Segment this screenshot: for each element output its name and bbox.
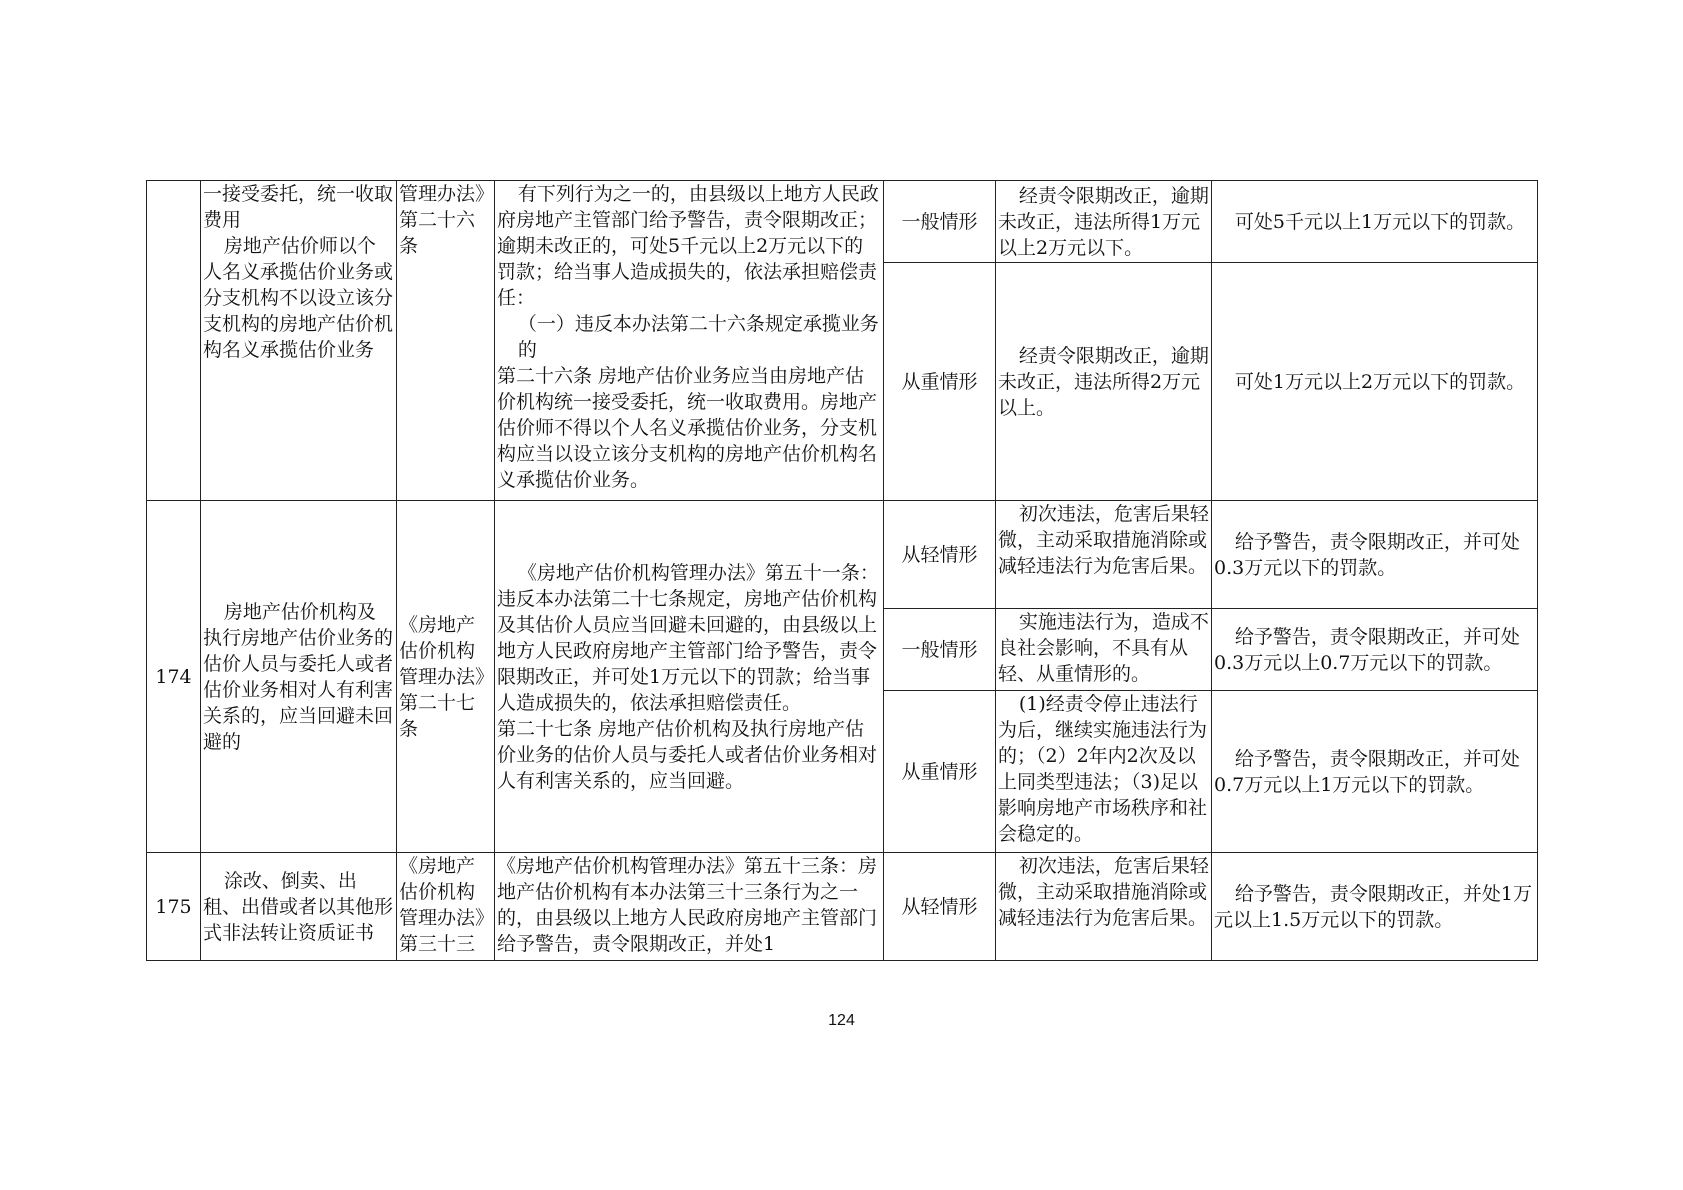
- penalty-table: [146, 180, 1538, 961]
- circumstance-label: 从重情形: [884, 263, 996, 501]
- circumstance-condition: (1)经责令停止违法行为后，继续实施违法行为的；（2）2年内2次及以上同类型违法；（3)足以影响房地产市场秩序和社会稳定的。: [996, 691, 1212, 853]
- table-row: [147, 853, 1538, 961]
- penalty-standard: 给予警告，责令限期改正，并处1万元以上1.5万元以下的罚款。: [1212, 853, 1538, 961]
- provision-line: 《房地产估价机构管理办法》第五十三条：房地产估价机构有本办法第三十三条行为之一的，由县级以上地方人民政府房地产主管部门给予警告，责令限期改正，并处1: [497, 855, 878, 955]
- circumstance-label: 一般情形: [884, 181, 996, 263]
- provision-line: （一）违反本办法第二十六条规定承揽业务的: [517, 313, 879, 361]
- circumstance-label: 从轻情形: [884, 501, 996, 609]
- penalty-standard: 可处1万元以上2万元以下的罚款。: [1212, 263, 1538, 501]
- page-number: 124: [828, 1012, 855, 1029]
- circumstance-condition: 经责令限期改正，逾期未改正，违法所得1万元以上2万元以下。: [996, 181, 1212, 263]
- provision-cell: [495, 853, 884, 961]
- violation-item-cell: [201, 181, 397, 501]
- circumstance-condition: 经责令限期改正，逾期未改正，违法所得2万元以上。: [996, 263, 1212, 501]
- circumstance-condition: 实施违法行为，造成不良社会影响，不具有从轻、从重情形的。: [996, 609, 1212, 691]
- circumstance-condition: 初次违法，危害后果轻微，主动采取措施消除或减轻违法行为危害后果。: [996, 501, 1212, 609]
- provision-line: 第二十七条 房地产估价机构及执行房地产估价业务的估价人员与委托人或者估价业务相对人有利害关系的，应当回避。: [497, 717, 878, 792]
- table-row: [147, 501, 1538, 609]
- row-number: [147, 181, 201, 501]
- violation-item: 涂改、倒卖、出租、出借或者以其他形式非法转让资质证书: [201, 853, 397, 961]
- legal-basis: 《房地产估价机构管理办法》第二十七条: [397, 501, 495, 853]
- circumstance-condition: 初次违法，危害后果轻微，主动采取措施消除或减轻违法行为危害后果。: [996, 853, 1212, 961]
- row-number: 174: [147, 501, 201, 853]
- provision-line: 第二十六条 房地产估价业务应当由房地产估价机构统一接受委托，统一收取费用。房地产估价师不得以个人名义承揽估价业务，分支机构应当以设立该分支机构的房地产估价机构名义承揽估价业务。: [497, 365, 878, 491]
- provision-cell: [495, 501, 884, 853]
- row-number: 175: [147, 853, 201, 961]
- circumstance-label: 从轻情形: [884, 853, 996, 961]
- provision-cell: [495, 181, 884, 501]
- provision-line: 《房地产估价机构管理办法》第五十一条：违反本办法第二十七条规定，房地产估价机构及其估价人员应当回避未回避的，由县级以上地方人民政府房地产主管部门给予警告，责令限期改正，并可处1万元以下的罚款；给当事人造成损失的，依法承担赔偿责任。: [497, 561, 879, 714]
- circumstance-label: 一般情形: [884, 609, 996, 691]
- circumstance-label: 从重情形: [884, 691, 996, 853]
- penalty-standard: 给予警告，责令限期改正，并可处0.3万元以下的罚款。: [1212, 501, 1538, 609]
- penalty-standard: 可处5千元以上1万元以下的罚款。: [1212, 181, 1538, 263]
- table-row: [147, 181, 1538, 263]
- legal-basis: 管理办法》第二十六条: [397, 181, 495, 501]
- violation-item-line: 房地产估价师以个人名义承揽估价业务或分支机构不以设立该分支机构的房地产估价机构名义承揽估价业务: [203, 235, 394, 361]
- provision-line: 有下列行为之一的，由县级以上地方人民政府房地产主管部门给予警告，责令限期改正；逾期未改正的，可处5千元以上2万元以下的罚款；给当事人造成损失的，依法承担赔偿责任：: [497, 183, 879, 309]
- penalty-standard: 给予警告，责令限期改正，并可处0.3万元以上0.7万元以下的罚款。: [1212, 609, 1538, 691]
- penalty-standard: 给予警告，责令限期改正，并可处0.7万元以上1万元以下的罚款。: [1212, 691, 1538, 853]
- violation-item-line: 一接受委托，统一收取费用: [203, 183, 394, 231]
- violation-item: 房地产估价机构及执行房地产估价业务的估价人员与委托人或者估价业务相对人有利害关系的，应当回避未回避的: [201, 501, 397, 853]
- legal-basis: 《房地产估价机构管理办法》第三十三: [397, 853, 495, 961]
